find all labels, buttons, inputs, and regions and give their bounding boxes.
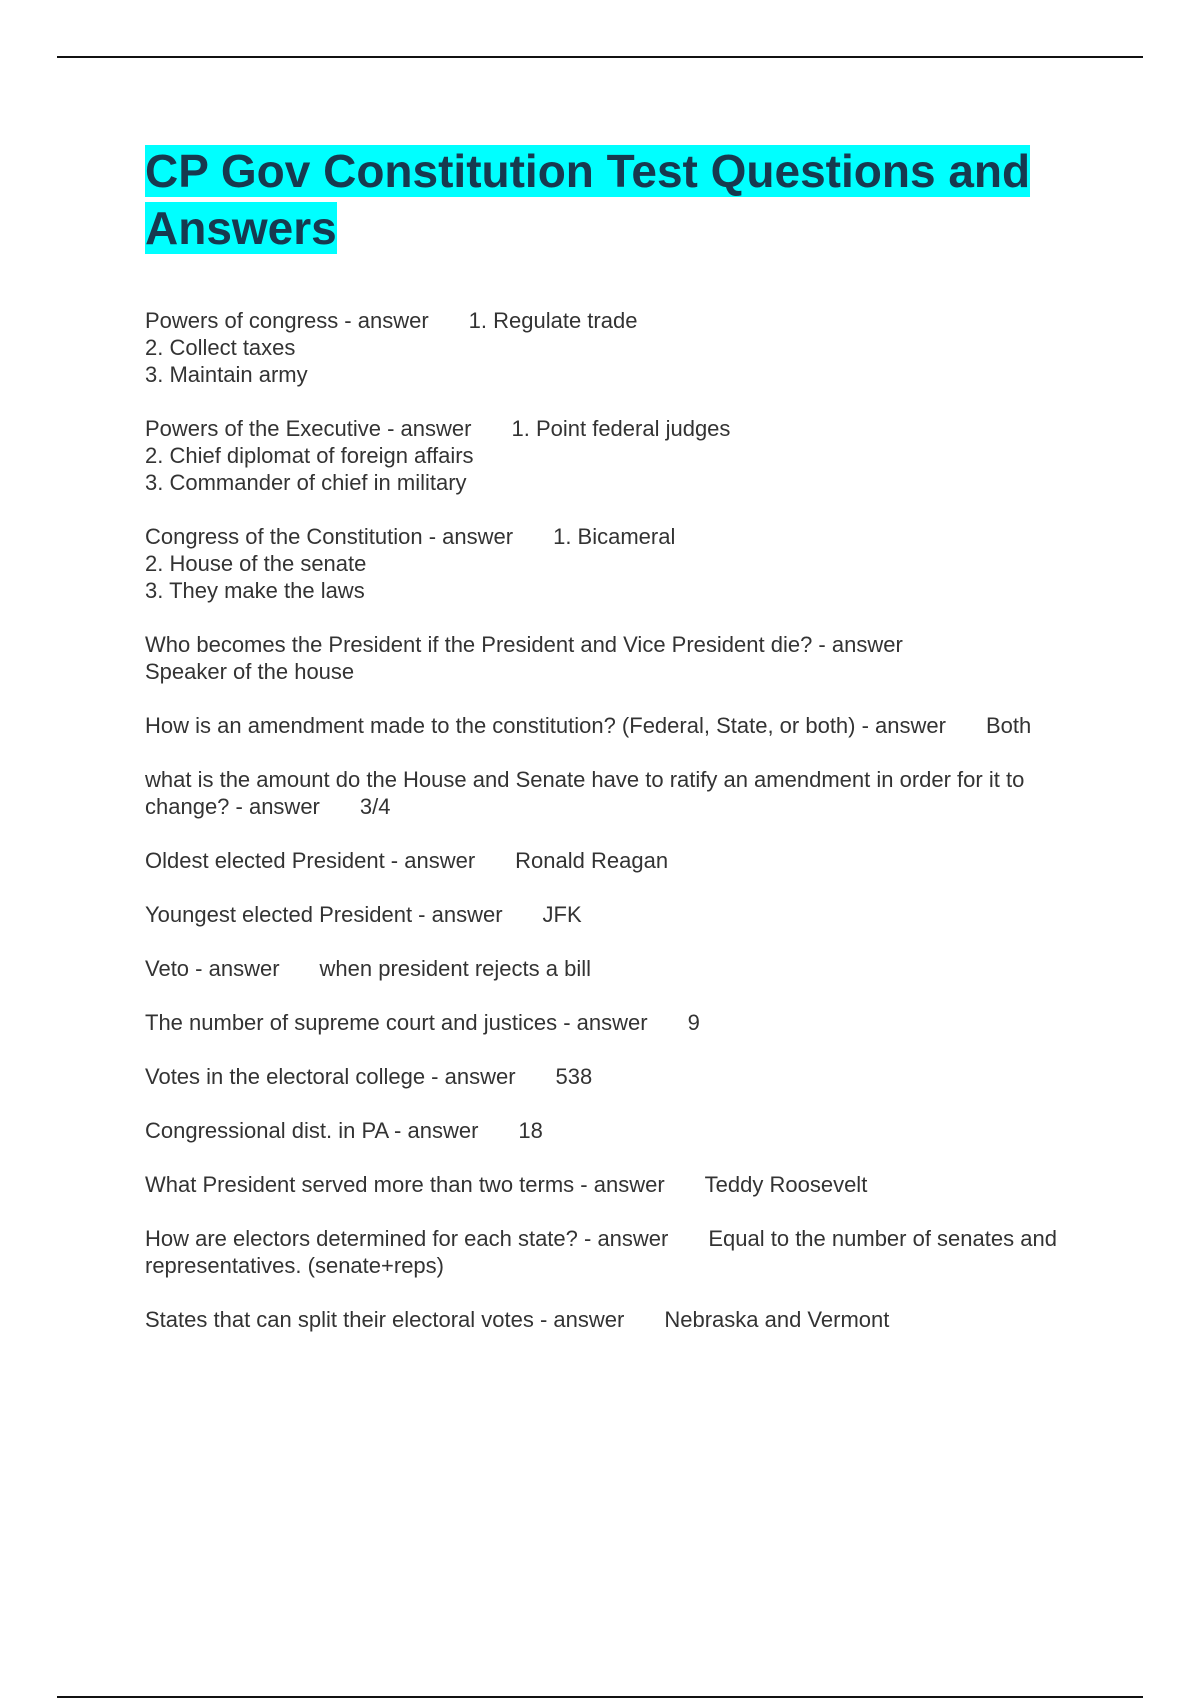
question-text: Veto - answer	[145, 956, 280, 981]
qa-entry-electors-determination	[145, 1225, 1090, 1279]
qa-entry-presidential-succession	[145, 631, 1090, 685]
top-rule	[57, 56, 1143, 58]
qa-first-line	[145, 415, 1090, 442]
answer-text: 9	[687, 1010, 700, 1035]
qa-entry-congress-of-constitution	[145, 523, 1090, 604]
question-text: Who becomes the President if the President and Vice President die? - answer	[145, 632, 903, 657]
answer-text: 538	[555, 1064, 593, 1089]
answer-text: 18	[518, 1118, 543, 1143]
qa-entry-ratification-amount	[145, 766, 1090, 820]
answer-text: Teddy Roosevelt	[704, 1172, 868, 1197]
question-text: How is an amendment made to the constitution? (Federal, State, or both) - answer	[145, 713, 946, 738]
answer-text: 1. Regulate trade	[468, 308, 638, 333]
qa-first-line	[145, 307, 1090, 334]
answer-line: 3. Maintain army	[145, 362, 308, 387]
qa-first-line	[145, 901, 1090, 928]
answer-text: Ronald Reagan	[515, 848, 669, 873]
qa-first-line	[145, 523, 1090, 550]
qa-entry-two-terms	[145, 1171, 1090, 1198]
question-text: what is the amount do the House and Senate have to ratify an amendment in order for it to change? - answer	[145, 767, 1031, 819]
answer-line: 2. House of the senate	[145, 551, 367, 576]
answer-text: when president rejects a bill	[319, 956, 591, 981]
question-text: Powers of the Executive - answer	[145, 416, 472, 441]
document-title	[145, 143, 1090, 257]
bottom-rule	[57, 1696, 1143, 1698]
qa-first-line	[145, 1063, 1090, 1090]
answer-text: Equal to the number of senates and representatives. (senate+reps)	[145, 1226, 1064, 1278]
question-text: Votes in the electoral college - answer	[145, 1064, 516, 1089]
answer-text: 3/4	[359, 794, 391, 819]
qa-entry-youngest-president	[145, 901, 1090, 928]
qa-first-line	[145, 1009, 1090, 1036]
answer-text: Both	[985, 713, 1032, 738]
answer-line: 2. Chief diplomat of foreign affairs	[145, 443, 474, 468]
qa-first-line	[145, 766, 1090, 820]
qa-entry-supreme-court-justices	[145, 1009, 1090, 1036]
qa-first-line	[145, 847, 1090, 874]
qa-entry-split-electoral-votes	[145, 1306, 1090, 1333]
answer-line: 3. Commander of chief in military	[145, 470, 467, 495]
qa-first-line	[145, 712, 1090, 739]
qa-entry-electoral-votes	[145, 1063, 1090, 1090]
answer-text: JFK	[542, 902, 582, 927]
question-text: Powers of congress - answer	[145, 308, 429, 333]
qa-first-line	[145, 1225, 1090, 1279]
question-text: Congress of the Constitution - answer	[145, 524, 514, 549]
qa-first-line	[145, 1306, 1090, 1333]
answer-line: 3. They make the laws	[145, 578, 365, 603]
title-highlight: CP Gov Constitution Test Questions and Answers	[145, 145, 1031, 254]
qa-entry-pa-districts	[145, 1117, 1090, 1144]
question-text: The number of supreme court and justices - answer	[145, 1010, 648, 1035]
qa-entry-powers-of-executive	[145, 415, 1090, 496]
document-content	[145, 143, 1090, 1360]
answer-line: 2. Collect taxes	[145, 335, 296, 360]
question-text: States that can split their electoral votes - answer	[145, 1307, 625, 1332]
answer-text: 1. Bicameral	[553, 524, 676, 549]
answer-text: Nebraska and Vermont	[664, 1307, 890, 1332]
qa-entry-powers-of-congress	[145, 307, 1090, 388]
question-text: How are electors determined for each state? - answer	[145, 1226, 669, 1251]
qa-entry-veto	[145, 955, 1090, 982]
answer-text: Speaker of the house	[145, 659, 355, 684]
question-text: Youngest elected President - answer	[145, 902, 503, 927]
qa-first-line	[145, 1171, 1090, 1198]
answer-text: 1. Point federal judges	[511, 416, 731, 441]
qa-entry-amendment-process	[145, 712, 1090, 739]
question-text: What President served more than two terms - answer	[145, 1172, 665, 1197]
question-text: Congressional dist. in PA - answer	[145, 1118, 479, 1143]
question-text: Oldest elected President - answer	[145, 848, 476, 873]
qa-first-line	[145, 955, 1090, 982]
qa-first-line	[145, 1117, 1090, 1144]
qa-entry-oldest-president	[145, 847, 1090, 874]
